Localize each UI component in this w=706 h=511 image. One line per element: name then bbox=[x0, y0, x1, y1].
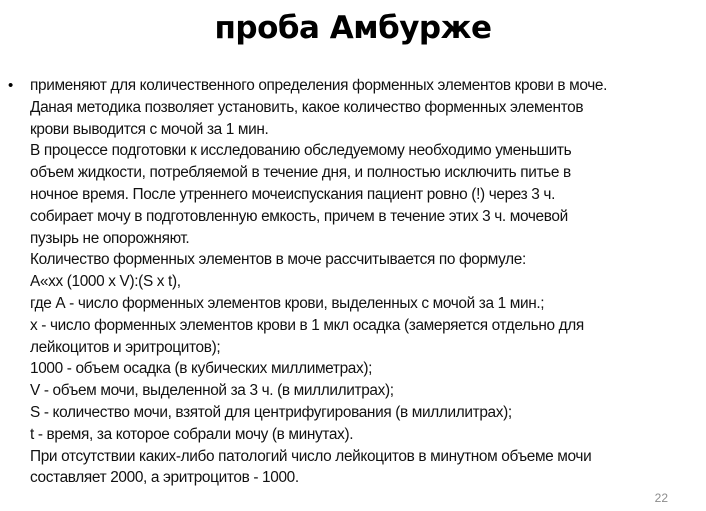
text-line: Даная методика позволяет установить, какое количество форменных элементов bbox=[30, 98, 584, 116]
text-line: S - количество мочи, взятой для центрифугирования (в миллилитрах); bbox=[30, 403, 512, 421]
formula-line: А«хх (1000 х V):(S х t), bbox=[30, 273, 181, 291]
text-line: 1000 - объем осадка (в кубических миллиметрах); bbox=[30, 360, 373, 378]
text-line: V - объем мочи, выделенной за 3 ч. (в миллилитрах); bbox=[30, 382, 394, 400]
text-line: пузырь не опорожняют. bbox=[30, 229, 190, 247]
slide-title: проба Амбурже bbox=[214, 10, 492, 46]
bullet-icon: • bbox=[8, 77, 14, 94]
text-line: где А - число форменных элементов крови, выделенных с мочой за 1 мин.; bbox=[30, 294, 545, 312]
text-line: крови выводится с мочой за 1 мин. bbox=[30, 120, 269, 138]
page-number: 22 bbox=[654, 491, 668, 505]
text-line: При отсутствии каких-либо патологий число лейкоцитов в минутном объеме мочи bbox=[30, 447, 592, 465]
text-line: объем жидкости, потребляемой в течение дня, и полностью исключить питье в bbox=[30, 164, 571, 182]
text-line: t - время, за которое собрали мочу (в минутах). bbox=[30, 425, 354, 443]
text-line: составляет 2000, а эритроцитов - 1000. bbox=[30, 469, 299, 487]
text-line: собирает мочу в подготовленную емкость, причем в течение этих 3 ч. мочевой bbox=[30, 207, 568, 225]
text-line: х - число форменных элементов крови в 1 мкл осадка (замеряется отдельно для bbox=[30, 316, 584, 334]
text-line: применяют для количественного определения форменных элементов крови в моче. bbox=[30, 77, 608, 94]
text-line: В процессе подготовки к исследованию обследуемому необходимо уменьшить bbox=[30, 142, 572, 160]
text-line: ночное время. После утреннего мочеиспускания пациент ровно (!) через 3 ч. bbox=[30, 185, 556, 203]
text-line: Количество форменных элементов в моче рассчитывается по формуле: bbox=[30, 251, 526, 269]
text-line: лейкоцитов и эритроцитов); bbox=[30, 338, 221, 356]
body-text bbox=[30, 75, 700, 489]
